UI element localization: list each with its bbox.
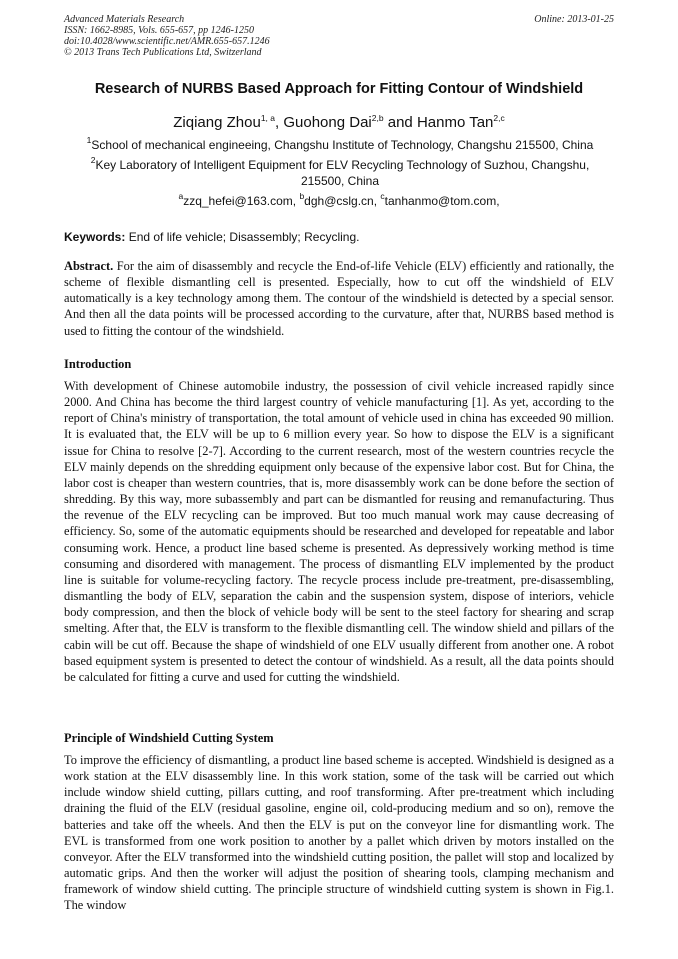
keywords-text: End of life vehicle; Disassembly; Recycling.	[125, 230, 360, 244]
author-sup: 1, a	[260, 113, 275, 123]
issn-line: ISSN: 1662-8985, Vols. 655-657, pp 1246-1250	[64, 25, 254, 36]
email-link: dgh@cslg.cn,	[304, 194, 381, 208]
email-link: tanhanmo@tom.com,	[384, 194, 500, 208]
doi-line: doi:10.4028/www.scientific.net/AMR.655-657.1246	[64, 36, 270, 47]
paper-title: Research of NURBS Based Approach for Fitting Contour of Windshield	[94, 81, 584, 97]
section-body-introduction: With development of Chinese automobile industry, the possession of civil vehicle increased rapidly since 2000. And China has become the third largest country of vehicle manufacturing [1]. As yet, according to the report of China's ministry of transportation, the total amount of vehicle used in china has exceeded 90 million. It is evaluated that, the ELV will be up to 6 million every year. So how to dispose the ELV is a significant issue for China to resolve [2-7]. According to the current research, most of the western countries recycle the ELV mainly depends on the shredding equipment only because of the expensive labor cost. But for China, the labor cost is cheaper than western countries, that is, more disassembly work can be done before the section of shredding. By this way, more subassembly and part can be dismantled for reusing and remanufacturing. Thus the revenue of the ELV recycling can be improved. But too much manual work may cause decreasing of efficiency. So, some of the automatic equipments should be researched and developed for repeatable and labor consuming work. Hence, a product line based scheme is presented. As depressively working method is time consuming and disordered with management. The process of dismantling ELV implemented by the product line is suitable for volume-recycling factory. The recycle process include pre-treatment, pre-disassembling, dismantling the body of ELV, separation the cabin and the suspension system, dispose of interiors, vehicle body compression, and then the block of vehicle body will be sent to the steel factory for shearing and scrap smelting. After that, the ELV is transform to the flexible dismantling cell. The window shield and pillars of the cabin will be cut off. Because the shape of windshield of one ELV usually different from another one. A robot based equipment system is presented to detect the contour of windshield. As a result, all the data points should be calculated for fitting a curve and used for cutting the windshield.	[64, 379, 614, 684]
author-list: Ziqiang Zhou$^{1, a}$, Guohong Dai$^{2,b}$ and Hanmo Tan$^{2,c}$	[173, 113, 505, 131]
author-name: Ziqiang Zhou	[173, 114, 261, 131]
running-header	[64, 14, 614, 58]
keywords	[64, 230, 614, 244]
author-sup: 2,c	[493, 113, 505, 123]
copyright-line: © 2013 Trans Tech Publications Ltd, Switzerland	[64, 47, 262, 58]
affiliation-2: $^2$Key Laboratory of Intelligent Equipment for ELV Recycling Technology of Suzhou, Changshu, 215500, China	[90, 155, 590, 188]
journal-name: Advanced Materials Research	[64, 14, 185, 25]
abstract-label: Abstract.	[64, 259, 114, 273]
keywords-label: Keywords:	[64, 230, 126, 244]
author-name: Guohong Dai	[283, 114, 372, 131]
affiliation-1: $^1$School of mechanical engineeing, Changshu Institute of Technology, Changshu 215500, China	[86, 135, 594, 152]
section-heading-principle: Principle of Windshield Cutting System	[64, 731, 274, 745]
abstract-text: For the aim of disassembly and recycle the End-of-life Vehicle (ELV) efficiently and rationally, the scheme of flexible dismantling cell is presented. Especially, how to cut off the windshield of ELV automatically is a key technology among them. The contour of the windshield is detected by a special sensor. And then all the data points will be processed according to the curvature, after that, NURBS based method is used to fitting the contour of the windshield.	[64, 259, 614, 338]
author-emails: $^a$zzq_hefei@163.com, $^b$dgh@cslg.cn, $^c$tanhanmo@tom.com,	[178, 191, 500, 208]
email-link: zzq_hefei@163.com,	[183, 194, 300, 208]
section-body-principle: To improve the efficiency of dismantling, a product line based scheme is accepted. Windshield is designed as a work station at the ELV disassembly line. In this work station, some of the task will be carried out which include window shield cutting, pillars cutting, and roof transforming. After pre-treatment which including draining the fluid of the ELV (residual gasoline, engine oil, cold-producing medium and so on), remove the batteries and take off the wheels. And then the ELV is put on the conveyor line for dismantling work. The EVL is transformed from one work position to another by a pallet which driven by motors installed on the conveyor. After the ELV transformed into the windshield cutting position, the pallet will stop and localized by automatic grips. And then the worker will adjust the position of shearing tools, clamping mechanism and framework of window shield cutting. The principle structure of windshield cutting system is shown in Fig.1. The window	[64, 753, 614, 913]
online-date: Online: 2013-01-25	[534, 14, 614, 25]
abstract	[64, 258, 614, 339]
section-heading-introduction: Introduction	[64, 357, 132, 371]
author-name: Hanmo Tan	[416, 114, 494, 131]
author-sup: 2,b	[371, 113, 384, 123]
